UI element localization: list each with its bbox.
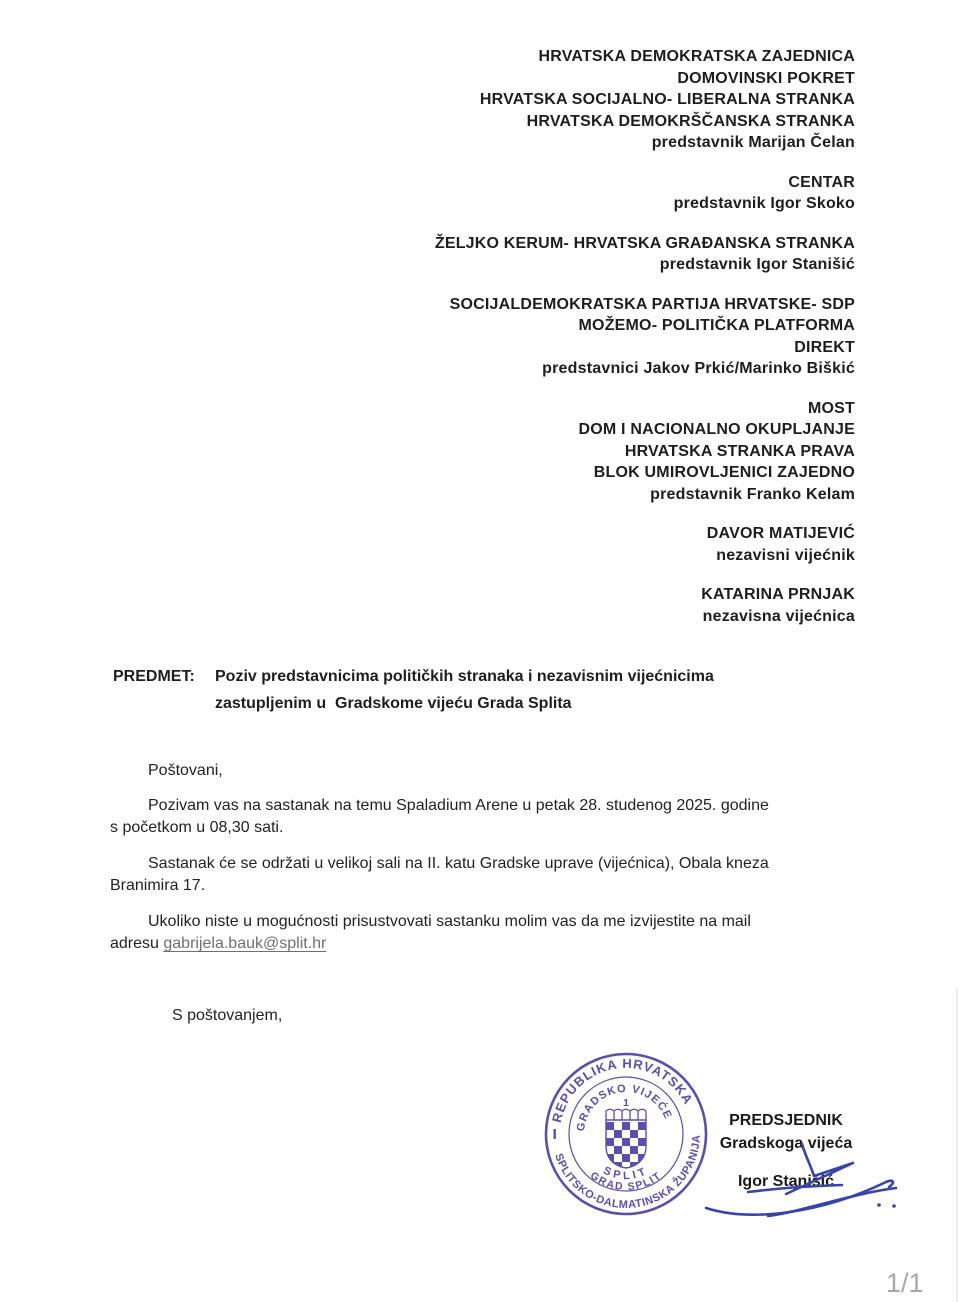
recipient-line: BLOK UMIROVLJENICI ZAJEDNO: [593, 464, 855, 481]
paragraph-location: [110, 853, 870, 897]
recipient-line: predstavnik Franko Kelam: [650, 485, 855, 503]
paragraph-line: Pozivam vas na sastanak na temu Spaladium Arene u petak 28. studenog 2025. godine: [148, 797, 769, 814]
paragraph-contact: [110, 911, 870, 955]
subject-line: Poziv predstavnicima političkih stranaka i nezavisnim vijećnicima: [215, 668, 714, 685]
stamp-seal: [540, 1048, 712, 1220]
recipient-line: MOŽEMO- POLITIČKA PLATFORMA: [578, 317, 855, 334]
stamp-text-gradsko-vijece: GRADSKO VIJEĆE: [574, 1082, 675, 1133]
paragraph-line: [110, 933, 870, 955]
email-link[interactable]: gabrijela.bauk@split.hr: [163, 935, 327, 952]
recipient-line: DOM I NACIONALNO OKUPLJANJE: [578, 421, 855, 438]
paragraph-line-prefix: adresu: [110, 935, 164, 952]
subject-label: PREDMET:: [113, 668, 195, 685]
subject-line: zastupljenim u Gradskome vijeću Grada Splita: [215, 695, 572, 712]
recipient-line: HRVATSKA DEMOKRŠČANSKA STRANKA: [526, 112, 855, 130]
stamp-separator-dash: [554, 1129, 556, 1139]
stamp-text-split: SPLIT: [601, 1164, 651, 1183]
recipient-line: predstavnik Igor Stanišić: [659, 256, 855, 273]
recipient-line: DAVOR MATIJEVIĆ: [706, 525, 855, 542]
closing: S poštovanjem,: [172, 1007, 283, 1024]
recipient-group: [435, 46, 855, 154]
recipient-line: DIREKT: [794, 338, 855, 356]
recipient-group: [435, 584, 855, 627]
recipient-line: predstavnik Marijan Čelan: [651, 134, 855, 151]
recipient-line: CENTAR: [788, 173, 855, 191]
recipient-group: [435, 523, 855, 566]
recipient-line: HRVATSKA SOCIJALNO- LIBERALNA STRANKA: [479, 91, 855, 108]
signer-name: Igor Stanišić: [737, 1173, 835, 1190]
signer-title: PREDSJEDNIK: [729, 1112, 843, 1129]
signer-subtitle: Gradskoga vijeća: [719, 1135, 853, 1152]
recipient-line: DOMOVINSKI POKRET: [677, 69, 855, 87]
recipient-line: predstavnik Igor Skoko: [673, 195, 855, 212]
page-indicator: 1/1: [886, 1268, 924, 1298]
recipient-line: MOST: [807, 399, 855, 417]
subject-text: [215, 663, 714, 717]
recipient-group: [435, 172, 855, 215]
recipient-group: [435, 233, 855, 276]
recipient-line: SOCIJALDEMOKRATSKA PARTIJA HRVATSKE- SDP: [449, 295, 855, 313]
coat-of-arms-icon: [606, 1109, 646, 1170]
recipient-line: nezavisni vijećnik: [716, 546, 855, 564]
signature-ink: [690, 1128, 967, 1228]
recipient-line: nezavisna vijećnica: [702, 607, 855, 625]
recipient-group: [435, 294, 855, 380]
recipient-line: predstavnici Jakov Prkić/Marinko Biškić: [542, 360, 855, 377]
paragraph-line: Branimira 17.: [110, 877, 206, 894]
paragraph-meeting: [110, 795, 870, 839]
salutation: Poštovani,: [148, 762, 223, 779]
recipient-line: HRVATSKA STRANKA PRAVA: [624, 442, 855, 460]
recipient-line: HRVATSKA DEMOKRATSKA ZAJEDNICA: [538, 48, 855, 65]
paragraph-line: s početkom u 08,30 sati.: [110, 819, 284, 836]
paragraph-line: Ukoliko niste u mogućnosti prisustvovati sastanku molim vas da me izvijestite na mail: [148, 913, 751, 930]
paragraph-line: Sastanak će se održati u velikoj sali na II. katu Gradske uprave (vijećnica), Obala kneza: [148, 855, 769, 872]
recipient-group: [435, 398, 855, 506]
recipient-line: KATARINA PRNJAK: [701, 586, 855, 603]
recipient-line: ŽELJKO KERUM- HRVATSKA GRAĐANSKA STRANKA: [434, 234, 855, 252]
stamp-text-republika: REPUBLIKA HRVATSKA: [549, 1055, 697, 1124]
viewer-edge-line: [956, 988, 958, 1302]
recipients-list: [435, 46, 855, 645]
stamp-text-grad-split: GRAD SPLIT: [587, 1169, 665, 1194]
stamp-number: 1: [623, 1097, 629, 1109]
stamp-text-zupanija: SPLITSKO-DALMATINSKA ŽUPANIJA: [552, 1134, 704, 1212]
